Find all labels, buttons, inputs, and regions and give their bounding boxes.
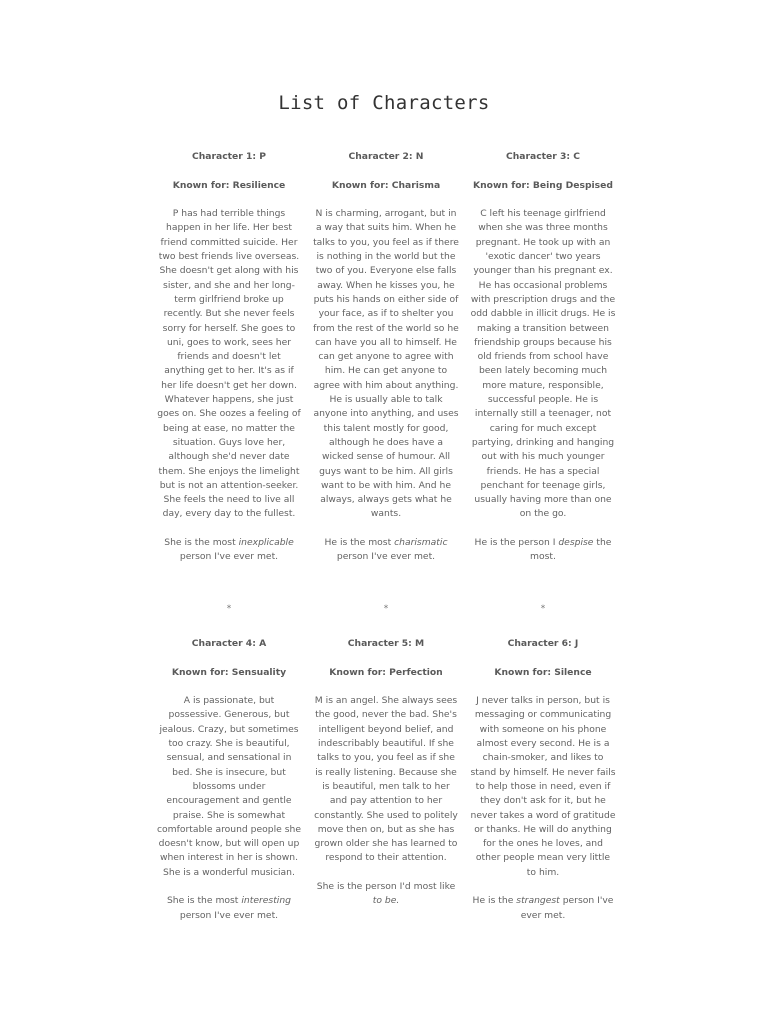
character-known-for: Known for: Being Despised [473, 179, 613, 191]
character-description: M is an angel. She always sees the good, never the bad. She's intelligent beyond belief, and indescribably beautiful. If she talks to you, you feel as if she is really listening. Because she is beautiful, men talk to her and pay attention to her constantly. She used to politely move then on, but as she has grown older she has learned to respond to their attention. [314, 695, 458, 864]
page-title: List of Characters [278, 92, 490, 114]
character-known-for: Known for: Silence [494, 666, 592, 678]
character-closing: He is the person I despise the most. [474, 537, 612, 563]
character-closing: She is the most interesting person I've ever met. [166, 895, 292, 921]
character-name: Character 6: J [507, 638, 579, 649]
character-closing: She is the most inexplicable person I've ever met. [164, 537, 294, 563]
character-closing: He is the strangest person I've ever met. [472, 895, 614, 921]
section-separator: * [540, 604, 546, 614]
character-name: Character 5: M [347, 638, 425, 649]
character-card-5 [313, 637, 459, 909]
character-known-for: Known for: Perfection [329, 666, 443, 678]
section-separator: * [383, 604, 389, 614]
character-description: A is passionate, but possessive. Generous, but jealous. Crazy, but sometimes too crazy. She is beautiful, sensual, and sensational in bed. She is insecure, but blossoms under encouragement and gentle praise. She is somewhat comfortable around people she doesn't know, but will open up when interest in her is shown. She is a wonderful musician. [157, 695, 301, 878]
character-description: P has had terrible things happen in her life. Her best friend committed suicide. Her two best friends live overseas. She doesn't get along with his sister, and she and her long-term girlfriend broke up recently. But she never feels sorry for herself. She goes to uni, goes to work, sees her friends and doesn't let anything get to her. It's as if her life doesn't get her down. Whatever happens, she just goes on. She oozes a feeling of being at ease, no matter the situation. Guys love her, although she'd never date them. She enjoys the limelight but is not an attention-seeker. She feels the need to live all day, every day to the fullest. [157, 208, 301, 520]
character-name: Character 2: N [348, 151, 424, 162]
character-name: Character 3: C [505, 151, 581, 162]
character-known-for: Known for: Sensuality [171, 666, 287, 678]
character-description: J never talks in person, but is messaging or communicating with someone on his phone almost every second. He is a chain-smoker, and likes to stand by himself. He never fails to help those in need, even if they don't ask for it, but he never takes a word of gratitude or thanks. He will do anything for the ones he loves, and other people mean very little to him. [470, 695, 616, 878]
character-closing: She is the person I'd most like to be. [316, 881, 456, 907]
character-card-4 [156, 637, 302, 923]
character-description: C left his teenage girlfriend when she was three months pregnant. He took up with an 'exotic dancer' two years younger than his pregnant ex. He has occasional problems with prescription drugs and the odd dabble in illicit drugs. He is making a transition between friendship groups because his old friends from school have been lately becoming much more mature, responsible, successful people. He is internally still a teenager, not caring for much except partying, drinking and hanging out with his much younger friends. He has a special penchant for teenage girls, usually having more than one on the go. [470, 208, 616, 520]
character-card-1 [156, 150, 302, 565]
character-known-for: Known for: Resilience [172, 179, 286, 191]
character-description: N is charming, arrogant, but in a way that suits him. When he talks to you, you feel as if there is nothing in the world but the two of you. Everyone else falls away. When he kisses you, he puts his hands on either side of your face, as if to shelter you from the rest of the world so he can have you all to himself. He can get anyone to agree with him. He can get anyone to agree with him about anything. He is usually able to talk anyone into anything, and uses this talent mostly for good, although he does have a wicked sense of humour. All guys want to be him. All girls want to be with him. And he always, always gets what he wants. [313, 208, 459, 520]
character-card-2 [313, 150, 459, 565]
character-card-6 [470, 637, 616, 923]
character-closing: He is the most charismatic person I've ever met. [324, 537, 448, 563]
character-name: Character 1: P [191, 151, 266, 162]
character-card-3 [470, 150, 616, 565]
character-name: Character 4: A [191, 638, 267, 649]
character-known-for: Known for: Charisma [331, 179, 441, 191]
section-separator: * [226, 604, 232, 614]
